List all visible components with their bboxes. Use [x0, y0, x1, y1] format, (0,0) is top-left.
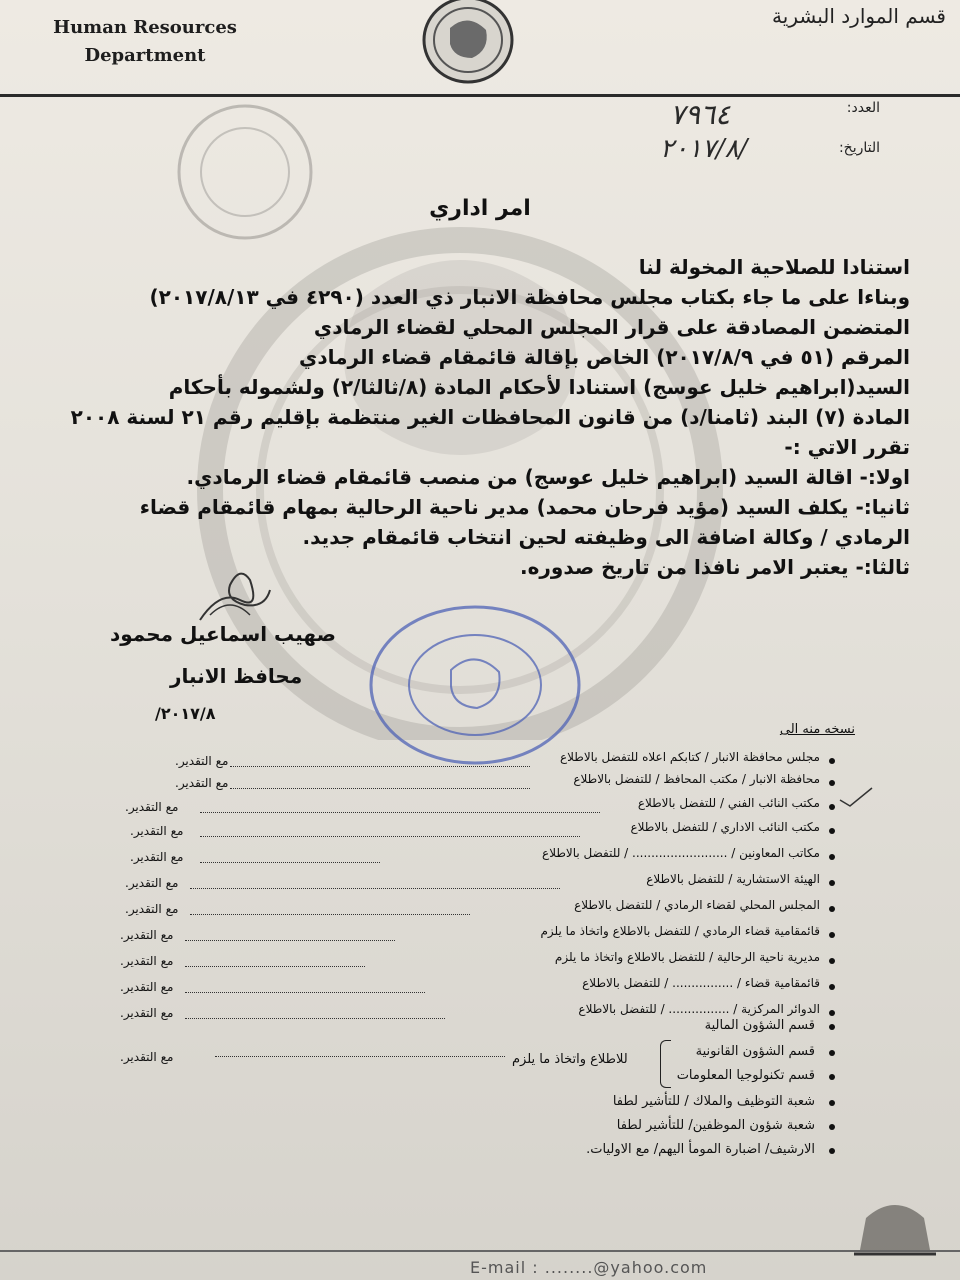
body-line: السيد(ابراهيم خليل عوسج) استنادا لأحكام المادة (٨/ثالثا/٢) ولشموله بأحكام	[168, 375, 910, 399]
dotted-line	[200, 862, 380, 863]
dotted-line	[230, 788, 530, 789]
list-item-text: مكتب النائب الفني / للتفضل بالاطلاع	[637, 796, 820, 810]
dotted-line	[230, 766, 530, 767]
list-item-suffix: مع التقدير.	[120, 928, 174, 942]
bullet	[829, 1024, 835, 1030]
body-line: ثانيا:- يكلف السيد (مؤيد فرحان محمد) مدير ناحية الرحالية بمهام قائمقام قضاء	[139, 495, 910, 519]
bullet	[829, 1050, 835, 1056]
dotted-line	[200, 836, 580, 837]
list-item-suffix: مع التقدير.	[125, 800, 179, 814]
page-title: امر اداري	[429, 196, 531, 221]
number-label: العدد:	[846, 100, 880, 116]
list-item-suffix: مع التقدير.	[175, 754, 229, 768]
list-item	[0, 1002, 960, 1028]
list-item-suffix: مع التقدير.	[120, 954, 174, 968]
signatory-name: صهيب اسماعيل محمود	[110, 622, 336, 646]
body-line: ثالثا:- يعتبر الامر نافذا من تاريخ صدوره.	[519, 555, 910, 579]
list-item-suffix: مع التقدير.	[125, 876, 179, 890]
bullet	[829, 1124, 835, 1130]
list-item-text: الارشيف/ اضبارة المومأ اليهم/ مع الاوليات.	[586, 1142, 815, 1157]
bullet	[829, 1148, 835, 1154]
document-number: ٧٩٦٤	[670, 98, 731, 131]
department-name-arabic: قسم الموارد البشرية	[772, 4, 946, 28]
list-item-text: مديرية ناحية الرحالية / للتفضل بالاطلاع واتخاذ ما يلزم	[554, 950, 820, 964]
body-line: المتضمن المصادقة على قرار المجلس المحلي لقضاء الرمادي	[313, 315, 910, 339]
list-item	[0, 846, 960, 872]
bullet	[829, 854, 835, 860]
document-date: ٢٠١٧/٨/	[660, 134, 748, 164]
bullet	[829, 932, 835, 938]
departments-suffix: مع التقدير.	[120, 1050, 174, 1064]
list-item-suffix: مع التقدير.	[125, 902, 179, 916]
body-line: الرمادي / وكالة اضافة الى وظيفته لحين انتخاب قائمقام جديد.	[302, 525, 910, 549]
list-item-suffix: مع التقدير.	[130, 824, 184, 838]
dotted-line	[185, 1018, 445, 1019]
signatory-position: محافظ الانبار	[170, 664, 303, 688]
list-item-suffix: مع التقدير.	[175, 776, 229, 790]
bullet	[829, 984, 835, 990]
footer-divider	[0, 1250, 960, 1252]
list-item-text: مكاتب المعاونين / ......................... / للتفضل بالاطلاع	[542, 846, 820, 860]
governorate-logo	[420, 0, 516, 84]
bullet	[829, 758, 835, 764]
body-line: المرقم (٥١ في ٢٠١٧/٨/٩) الخاص بإقالة قائمقام قضاء الرمادي	[299, 345, 910, 369]
bullet	[829, 1010, 835, 1016]
body-line: تقرر الاتي :-	[784, 435, 910, 459]
list-item	[0, 924, 960, 950]
departments-action: للاطلاع واتخاذ ما يلزم	[512, 1052, 628, 1067]
department-name-line2: Department	[84, 45, 206, 66]
list-item-text: الهيئة الاستشارية / للتفضل بالاطلاع	[646, 872, 820, 886]
date-label: التاريخ:	[838, 140, 880, 156]
list-item-text: مكتب النائب الاداري / للتفضل بالاطلاع	[630, 820, 820, 834]
bullet	[829, 906, 835, 912]
faded-seal	[150, 100, 340, 250]
bullet	[829, 828, 835, 834]
footer-email: E-mail : ........@yahoo.com	[470, 1258, 708, 1277]
dotted-line	[190, 888, 560, 889]
list-item-suffix: مع التقدير.	[130, 850, 184, 864]
official-stamp	[365, 600, 585, 770]
department-item: قسم تكنولوجيا المعلومات	[676, 1068, 815, 1083]
bullet	[829, 958, 835, 964]
department-item: قسم الشؤون القانونية	[695, 1044, 815, 1059]
body-line: استنادا للصلاحية المخولة لنا	[638, 255, 910, 279]
list-item-suffix: مع التقدير.	[120, 980, 174, 994]
list-item	[0, 898, 960, 924]
dotted-line	[200, 812, 600, 813]
list-item-text: محافظة الانبار / مكتب المحافظ / للتفضل بالاطلاع	[573, 772, 820, 786]
handwritten-signature	[190, 560, 280, 630]
bullet	[829, 1100, 835, 1106]
bullet	[829, 880, 835, 886]
bullet	[829, 1074, 835, 1080]
dotted-line	[185, 992, 425, 993]
bullet	[829, 780, 835, 786]
brace	[660, 1040, 671, 1088]
dotted-line	[190, 914, 470, 915]
dotted-line	[185, 966, 365, 967]
dotted-line	[215, 1056, 505, 1057]
list-item-text: المجلس المحلي لقضاء الرمادي / للتفضل بالاطلاع	[574, 898, 820, 912]
list-item-text: شعبة التوظيف والملاك / للتأشير لطفا	[612, 1094, 815, 1109]
list-item-text: قائمقامية قضاء / ................ / للتفضل بالاطلاع	[582, 976, 820, 990]
dotted-line	[185, 940, 395, 941]
copies-heading: نسخه منه الى	[779, 722, 855, 737]
list-item-suffix: مع التقدير.	[120, 1006, 174, 1020]
list-item-text: قائمقامية قضاء الرمادي / للتفضل بالاطلاع واتخاذ ما يلزم	[540, 924, 820, 938]
body-line: المادة (٧) البند (ثامنا/د) من قانون المحافظات الغير منتظمة بإقليم رقم ٢١ لسنة ٢٠٠٨	[70, 405, 910, 429]
list-item	[0, 950, 960, 976]
list-item	[0, 820, 960, 846]
order-body	[30, 252, 910, 582]
list-item-text: شعبة شؤون الموظفين/ للتأشير لطفا	[616, 1118, 815, 1133]
footer-emblem	[850, 1188, 940, 1258]
list-item	[0, 796, 960, 822]
list-item-text: الدوائر المركزية / ................ / للتفضل بالاطلاع	[578, 1002, 820, 1016]
department-item: قسم الشؤون المالية	[704, 1018, 815, 1033]
department-name-line1: Human Resources	[53, 17, 237, 38]
signature-date: ٢٠١٧/٨/	[155, 704, 216, 723]
list-item-text: مجلس محافظة الانبار / كتابكم اعلاه للتفضل بالاطلاع	[559, 750, 820, 764]
check-mark-icon	[838, 786, 874, 810]
department-name-english	[30, 14, 260, 70]
body-line: وبناءا على ما جاء بكتاب مجلس محافظة الانبار ذي العدد (٤٢٩٠ في ٢٠١٧/٨/١٣)	[149, 285, 910, 309]
header-divider	[0, 94, 960, 97]
body-line: اولا:- اقالة السيد (ابراهيم خليل عوسج) من منصب قائمقام قضاء الرمادي.	[186, 465, 910, 489]
list-item	[0, 976, 960, 1002]
list-item	[0, 772, 960, 798]
list-item	[0, 872, 960, 898]
bullet	[829, 804, 835, 810]
